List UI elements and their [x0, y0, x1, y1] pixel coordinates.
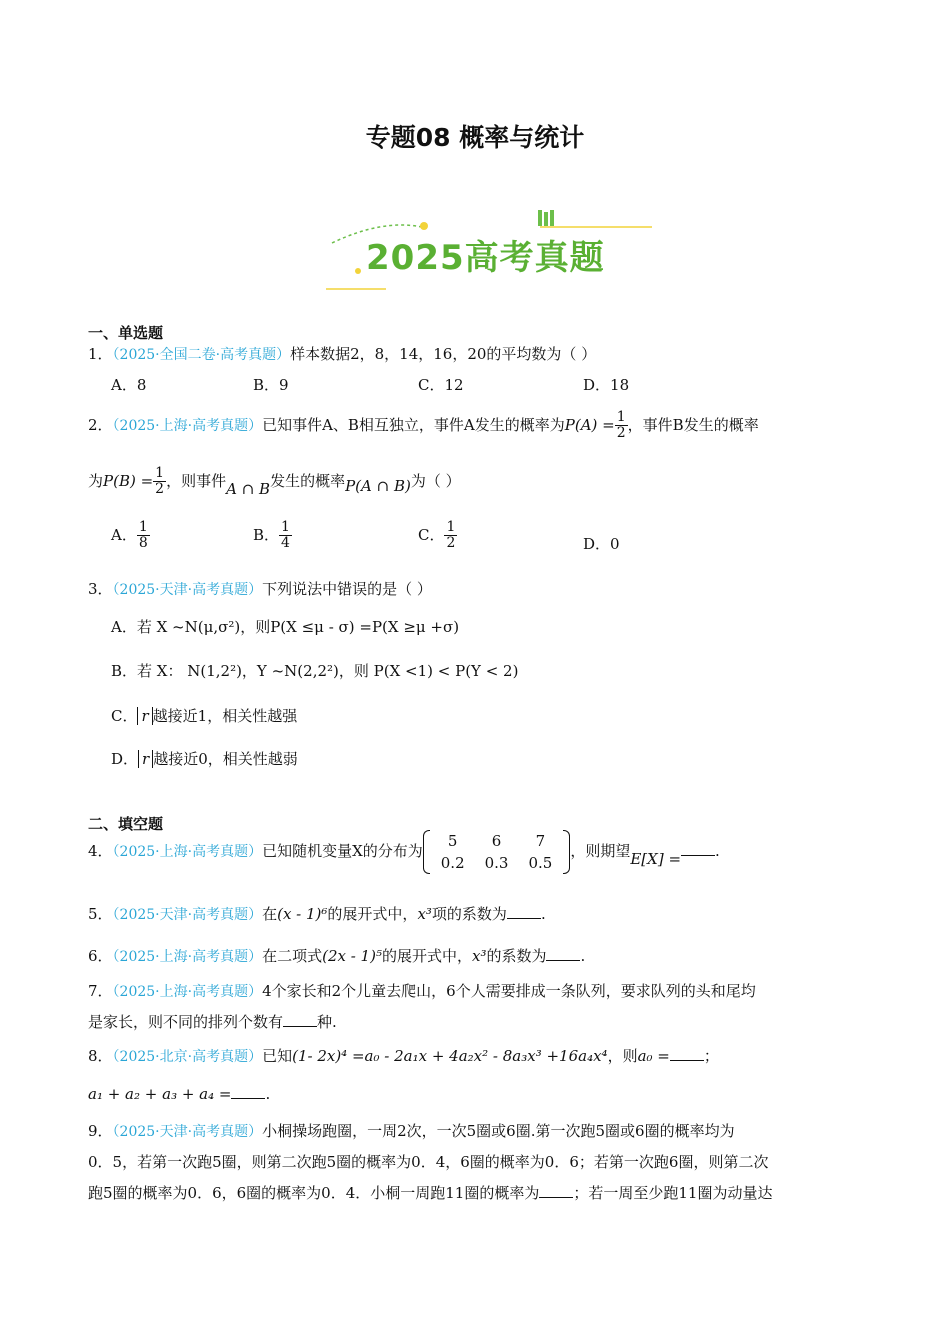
fraction-den: 2 [616, 425, 626, 442]
option-a: A．若 X ~N(μ,σ²)，则P(X ≤μ - σ) =P(X ≥μ +σ) [111, 618, 460, 636]
fraction [153, 466, 166, 498]
answer-blank [539, 1185, 573, 1198]
option-label: C． [418, 525, 445, 544]
question-text: 下列说法中错误的是（ ） [262, 580, 432, 598]
option-label: A． [111, 525, 137, 544]
option-a: A．8 [111, 376, 147, 394]
question-source: （2025·全国二卷·高考真题） [112, 347, 291, 363]
question-number: 1． [88, 345, 113, 363]
question-text: 已知事件A、B相互独立，事件A发生的概率为 [262, 415, 565, 434]
question-2-line2 [88, 466, 461, 498]
question-text: ，事件B发生的概率 [627, 415, 759, 434]
question-number: 9． [88, 1122, 113, 1140]
matrix-cell: 7 [535, 832, 546, 850]
fraction [279, 520, 292, 552]
question-4 [88, 830, 720, 874]
question-source: （2025·天津·高考真题） [112, 907, 263, 923]
answer-blank [546, 948, 580, 961]
abs-r: r [138, 750, 153, 768]
fraction-den: 2 [446, 535, 456, 552]
option-c [418, 520, 457, 552]
question-source: （2025·上海·高考真题） [112, 949, 263, 965]
question-text: 样本数据2，8，14，16，20的平均数为（ ） [290, 345, 597, 363]
question-source: （2025·天津·高考真题） [112, 582, 263, 598]
fraction-num: 1 [138, 519, 148, 535]
option-d [111, 748, 298, 769]
text: 为（ ） [410, 471, 461, 490]
fraction [615, 410, 628, 442]
question-number: 2． [88, 415, 113, 434]
question-2 [88, 410, 759, 442]
question-text: 已知 [262, 1047, 293, 1065]
question-text: 项的系数为 [431, 905, 507, 923]
text: . [265, 1085, 271, 1103]
option-d: D．18 [583, 376, 630, 394]
question-text: ，则期望 [570, 842, 631, 860]
math-expr: (x - 1)⁶ [277, 905, 328, 923]
math-pb: P(B) = [103, 471, 154, 490]
option-a [111, 520, 150, 552]
option-d: D．0 [583, 535, 620, 553]
question-7-line2 [88, 1011, 337, 1032]
question-text: 在 [262, 905, 278, 923]
answer-blank [283, 1014, 317, 1027]
question-1 [88, 343, 596, 364]
question-source: （2025·上海·高考真题） [112, 417, 263, 434]
text: . [540, 905, 546, 923]
fraction [444, 520, 457, 552]
question-number: 3． [88, 580, 113, 598]
question-text: 的展开式中， [327, 905, 418, 923]
distribution-matrix [423, 830, 571, 874]
fraction [137, 520, 150, 552]
math-sum: a₁ + a₂ + a₃ + a₄ = [88, 1085, 232, 1103]
option-text: 越接近1，相关性越强 [152, 707, 298, 725]
question-text: 已知随机变量X的分布为 [262, 842, 423, 860]
question-3 [88, 578, 432, 599]
fraction-den: 4 [281, 535, 290, 552]
question-text: 小桐操场跑圈，一周2次，一次5圈或6圈.第一次跑5圈或6圈的概率均为 [262, 1122, 735, 1140]
answer-blank [681, 843, 715, 856]
math-x3: x³ [417, 905, 432, 923]
option-text: 越接近0，相关性越弱 [153, 750, 298, 768]
fraction-num: 1 [616, 409, 626, 425]
question-7 [88, 980, 756, 1001]
option-b: B．9 [253, 376, 289, 394]
question-number: 8． [88, 1047, 113, 1065]
fraction-num: 1 [155, 465, 165, 481]
abs-r: r [137, 707, 152, 725]
matrix-cell: 0.3 [484, 854, 509, 872]
page-title: 专题08 概率与统计 [365, 123, 585, 152]
question-source: （2025·北京·高考真题） [112, 1049, 263, 1065]
answer-blank [670, 1048, 704, 1061]
math-ex: E[X] = [630, 850, 682, 868]
math-a0: a₀ = [637, 1047, 670, 1065]
question-text: ，则 [607, 1047, 638, 1065]
fraction-den: 8 [138, 535, 148, 552]
question-text: 4个家长和2个儿童去爬山，6个人需要排成一条队列，要求队列的头和尾均 [262, 982, 756, 1000]
matrix-cell: 0.2 [440, 854, 465, 872]
option-b [253, 520, 292, 552]
fraction-den: 2 [155, 481, 165, 498]
question-8 [88, 1045, 719, 1066]
question-source: （2025·上海·高考真题） [112, 844, 263, 860]
text: ； [703, 1047, 719, 1065]
option-label: B． [253, 525, 280, 544]
math-expr: (2x - 1)⁵ [322, 947, 382, 965]
text: ，则事件 [166, 471, 227, 490]
question-number: 7． [88, 982, 113, 1000]
banner-text: 2025高考真题 [366, 238, 605, 278]
question-text: 是家长，则不同的排列个数有 [88, 1013, 284, 1031]
math-expr: (1- 2x)⁴ =a₀ - 2a₁x + 4a₂x² - 8a₃x³ +16a₄x⁴ [292, 1047, 608, 1065]
option-label: C． [111, 707, 138, 725]
question-9-line2: 0．5，若第一次跑5圈，则第二次跑5圈的概率为0．4，6圈的概率为0．6；若第一次跑6圈，则第二次 [88, 1153, 769, 1171]
text: 发生的概率 [270, 471, 346, 490]
question-9 [88, 1120, 735, 1141]
option-c [111, 705, 297, 726]
question-text: 跑5圈的概率为0．6，6圈的概率为0．4．小桐一周跑11圈的概率为 [88, 1184, 540, 1202]
question-5 [88, 903, 546, 924]
answer-blank [231, 1086, 265, 1099]
question-text: 的系数为 [486, 947, 547, 965]
section-heading: 一、单选题 [88, 324, 164, 342]
matrix-cell: 6 [491, 832, 502, 850]
text: . [580, 947, 586, 965]
question-text: 种. [317, 1013, 337, 1031]
option-c: C．12 [418, 376, 464, 394]
math-paib: P(A ∩ B) [345, 476, 411, 495]
matrix-cell: 0.5 [528, 854, 553, 872]
math-x3: x³ [471, 947, 487, 965]
text: . [715, 842, 720, 860]
question-text: 的展开式中， [381, 947, 472, 965]
math-aib: A ∩ B [226, 479, 271, 498]
question-number: 6． [88, 947, 113, 965]
question-number: 5． [88, 905, 113, 923]
question-6 [88, 945, 585, 966]
question-8-line2 [88, 1085, 270, 1103]
question-source: （2025·天津·高考真题） [112, 1124, 263, 1140]
question-number: 4． [88, 842, 113, 860]
question-source: （2025·上海·高考真题） [112, 984, 263, 1000]
fraction-num: 1 [446, 519, 456, 535]
option-b: B．若 X： N(1,2²)，Y ~N(2,2²)，则 P(X <1) < P(Y < 2) [111, 662, 519, 680]
question-9-line3 [88, 1182, 772, 1203]
option-label: D． [111, 750, 139, 768]
section-heading: 二、填空题 [88, 815, 164, 833]
banner [322, 205, 658, 297]
matrix-cell: 5 [447, 832, 458, 850]
question-text: ；若一周至少跑11圈为动量达 [573, 1184, 773, 1202]
question-text: 在二项式 [262, 947, 323, 965]
text: 为 [88, 471, 104, 490]
fraction-num: 1 [281, 519, 290, 535]
math-pa: P(A) = [564, 415, 615, 434]
answer-blank [507, 906, 541, 919]
